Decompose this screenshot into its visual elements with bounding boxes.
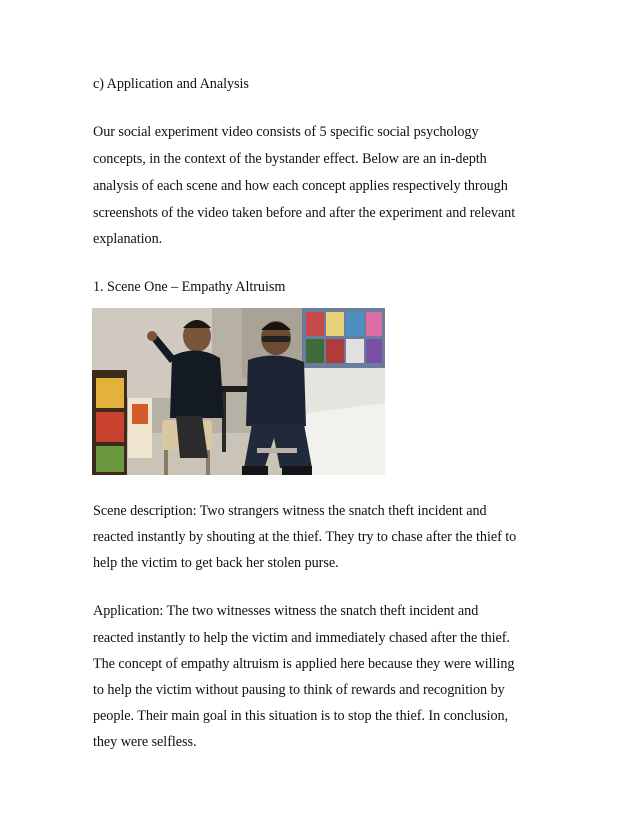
video-screenshot bbox=[92, 308, 385, 475]
intro-line-4: screenshots of the video taken before and after the experiment and relevant bbox=[93, 205, 516, 221]
application-line-3: The concept of empathy altruism is applied here because they were willing bbox=[93, 656, 515, 672]
scene-heading: 1. Scene One – Empathy Altruism bbox=[93, 279, 286, 295]
intro-line-1: Our social experiment video consists of 5 specific social psychology bbox=[93, 124, 479, 140]
intro-line-2: concepts, in the context of the bystander effect. Below are an in-depth bbox=[93, 151, 487, 167]
application-line-4: to help the victim without pausing to think of rewards and recognition by bbox=[93, 682, 505, 698]
scene-description-line-3: help the victim to get back her stolen purse. bbox=[93, 555, 339, 571]
video-screenshot-image bbox=[92, 308, 385, 475]
application-line-6: they were selfless. bbox=[93, 734, 197, 750]
application-line-1: Application: The two witnesses witness the snatch theft incident and bbox=[93, 603, 479, 619]
application-line-5: people. Their main goal in this situation is to stop the thief. In conclusion, bbox=[93, 708, 509, 724]
scene-description-line-2: reacted instantly by shouting at the thief. They try to chase after the thief to bbox=[93, 529, 517, 545]
scene-description-line-1: Scene description: Two strangers witness the snatch theft incident and bbox=[93, 503, 487, 519]
intro-line-5: explanation. bbox=[93, 231, 163, 247]
application-line-2: reacted instantly to help the victim and immediately chased after the thief. bbox=[93, 630, 510, 646]
section-heading: c) Application and Analysis bbox=[93, 76, 249, 92]
intro-line-3: analysis of each scene and how each concept applies respectively through bbox=[93, 178, 508, 194]
